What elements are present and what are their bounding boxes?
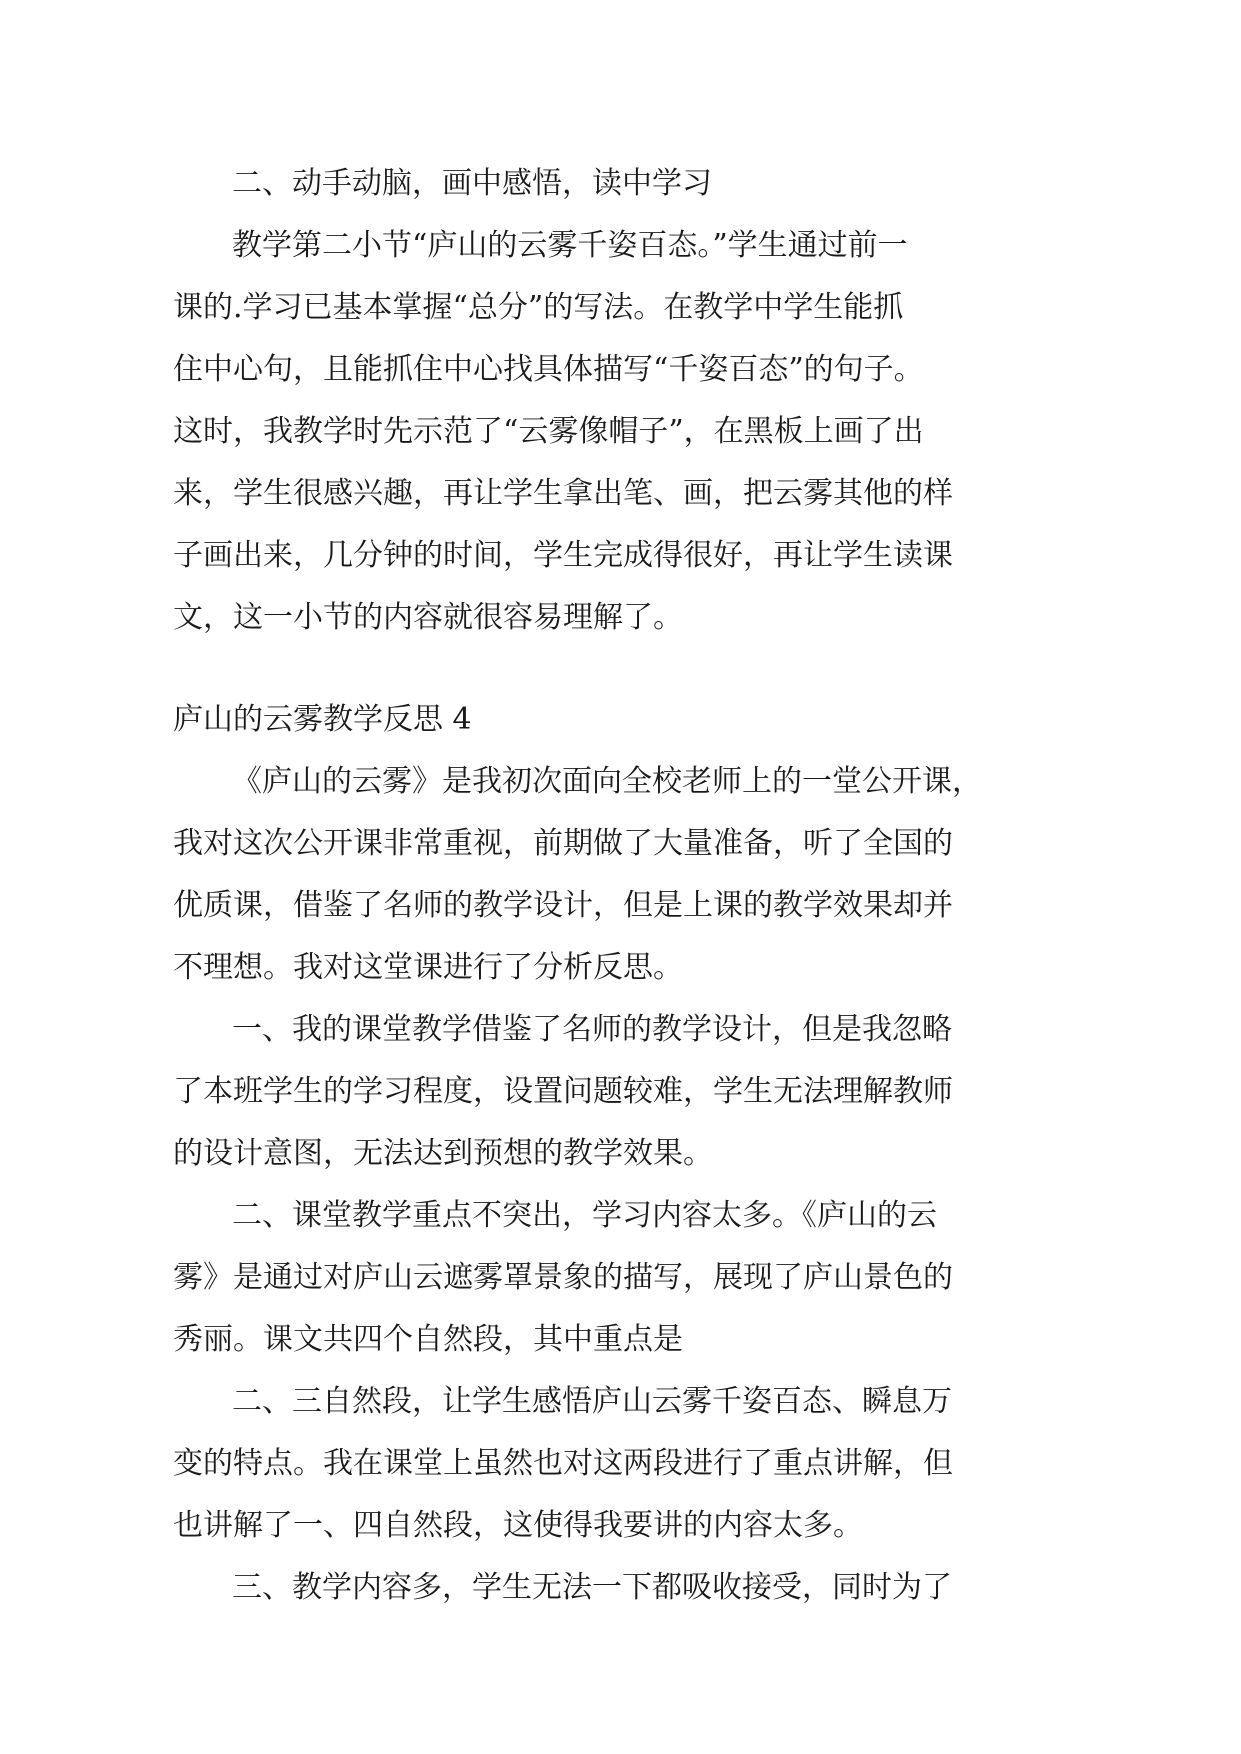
text-line: 《庐山的云雾》是我初次面向全校老师上的一堂公开课， [232,764,982,799]
text-line: 了本班学生的学习程度，设置问题较难，学生无法理解教师 [173,1074,953,1109]
text-line: 子画出来，几分钟的时间，学生完成得很好，再让学生读课 [173,538,953,573]
text-line: 我对这次公开课非常重视，前期做了大量准备，听了全国的 [173,826,953,861]
text-line: 教学第二小节“庐山的云雾千姿百态。”学生通过前一 [232,228,908,263]
section-title: 庐山的云雾教学反思 4 [173,702,472,737]
text-line: 二、三自然段，让学生感悟庐山云雾千姿百态、瞬息万 [232,1384,952,1419]
text-line: 这时，我教学时先示范了“云雾像帽子”，在黑板上画了出 [173,414,924,449]
text-line: 一、我的课堂教学借鉴了名师的教学设计，但是我忽略 [232,1012,952,1047]
text-line: 二、课堂教学重点不突出，学习内容太多。《庐山的云 [232,1198,937,1233]
text-line: 不理想。我对这堂课进行了分析反思。 [173,950,683,985]
text-line: 课的.学习已基本掌握“总分”的写法。在教学中学生能抓 [173,290,904,325]
text-line: 也讲解了一、四自然段，这使得我要讲的内容太多。 [173,1508,863,1543]
text-line: 雾》是通过对庐山云遮雾罩景象的描写，展现了庐山景色的 [173,1260,953,1295]
text-line: 秀丽。课文共四个自然段，其中重点是 [173,1322,683,1357]
text-line: 变的特点。我在课堂上虽然也对这两段进行了重点讲解，但 [173,1446,953,1481]
text-line: 三、教学内容多，学生无法一下都吸收接受，同时为了 [232,1570,952,1605]
text-line: 优质课，借鉴了名师的教学设计，但是上课的教学效果却并 [173,888,953,923]
text-line: 二、动手动脑，画中感悟，读中学习 [232,166,712,201]
text-line: 住中心句，且能抓住中心找具体描写“千姿百态”的句子。 [173,352,924,387]
text-line: 的设计意图，无法达到预想的教学效果。 [173,1136,713,1171]
text-line: 来，学生很感兴趣，再让学生拿出笔、画，把云雾其他的样 [173,476,953,511]
text-line: 文，这一小节的内容就很容易理解了。 [173,600,683,635]
